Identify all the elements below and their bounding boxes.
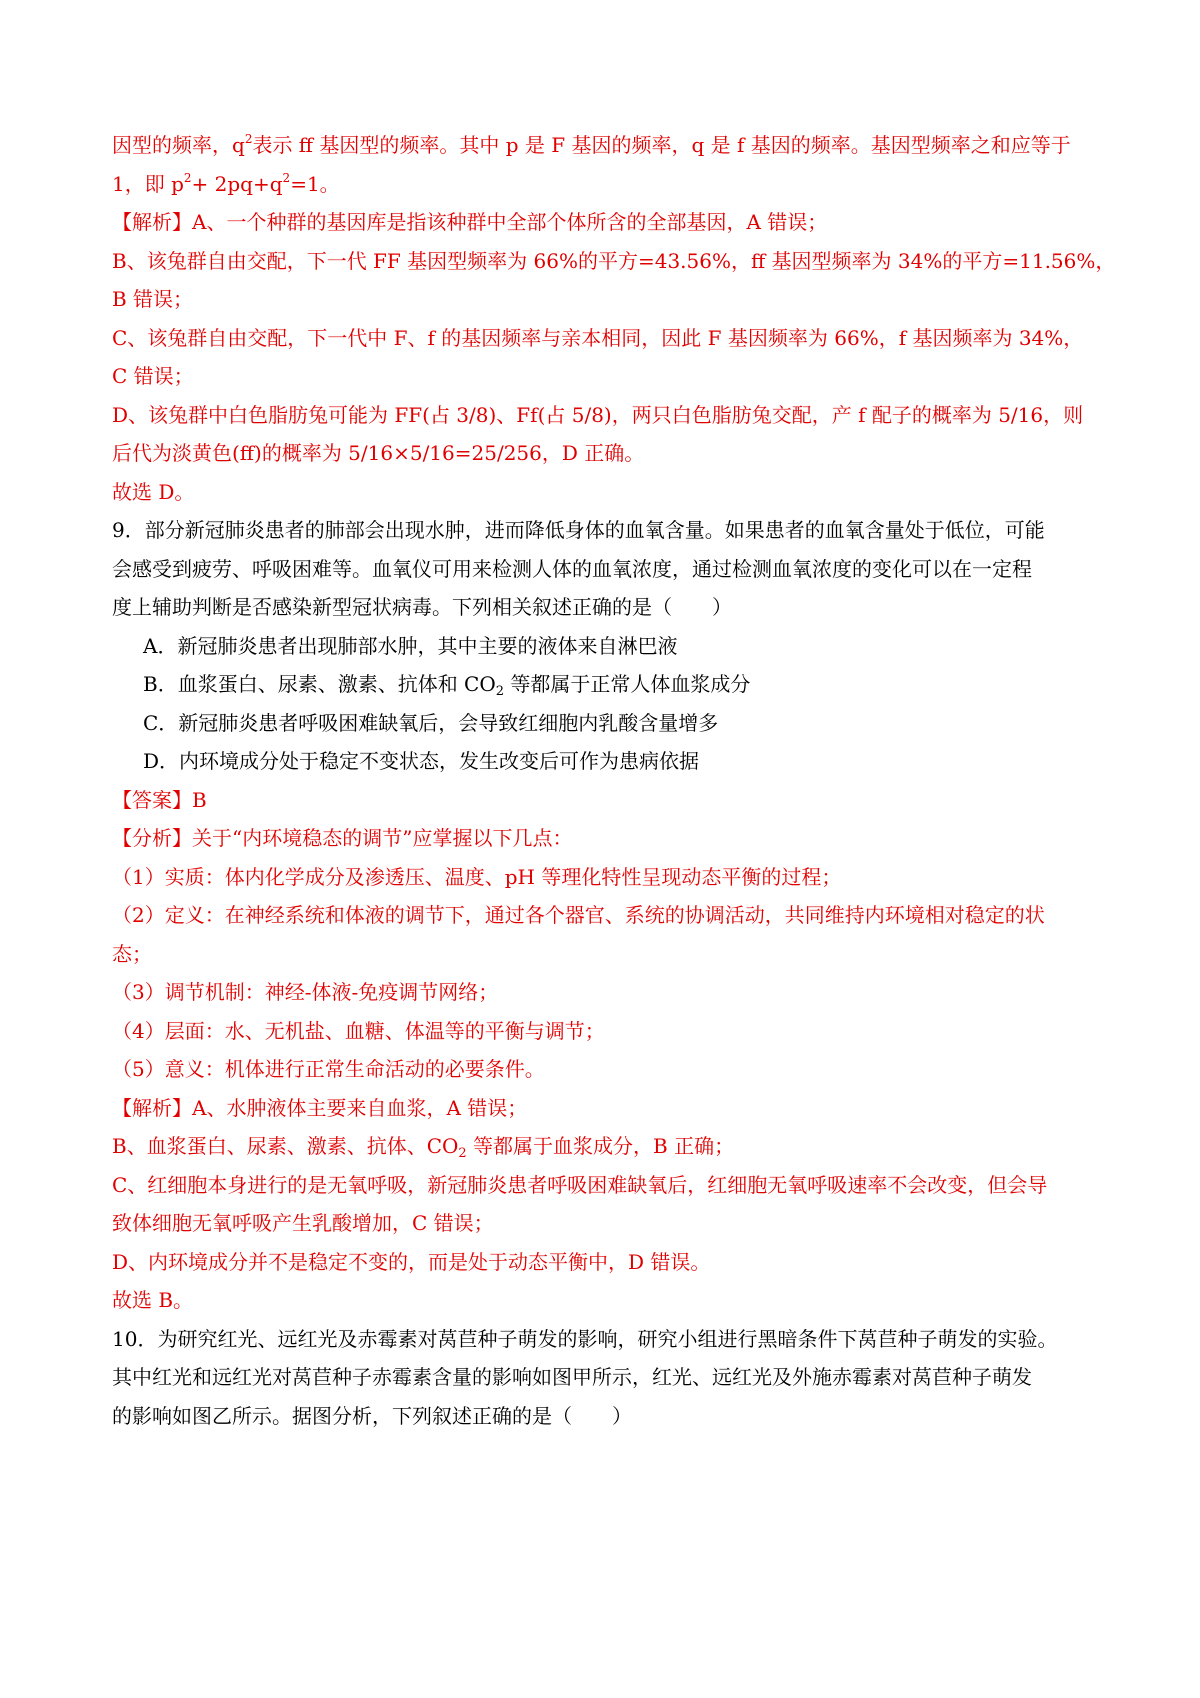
q9-answer: 【答案】B	[112, 788, 207, 812]
q9-point-4: （4）层面：水、无机盐、血糖、体温等的平衡与调节；	[112, 1019, 605, 1043]
q9-stem-line-1: 9．部分新冠肺炎患者的肺部会出现水肿，进而降低身体的血氧含量。如果患者的血氧含量处于低位，可能	[112, 518, 1045, 542]
q10-stem-line-3: 的影响如图乙所示。据图分析，下列叙述正确的是（ ）	[112, 1404, 632, 1428]
q9-conclusion: 故选 B。	[112, 1288, 194, 1312]
q10-stem-line-1: 10．为研究红光、远红光及赤霉素对莴苣种子萌发的影响，研究小组进行黑暗条件下莴苣种子萌发的实验。	[112, 1327, 1058, 1351]
q8-conclusion: 故选 D。	[112, 480, 195, 504]
q8-explain-c-line-1: C、该兔群自由交配，下一代中 F、f 的基因频率与亲本相同，因此 F 基因频率为 66%，f 基因频率为 34%，	[112, 326, 1084, 350]
q8-explain-c-line-2: C 错误；	[112, 364, 194, 388]
q9-point-1: （1）实质：体内化学成分及渗透压、温度、pH 等理化特性呈现动态平衡的过程；	[112, 865, 842, 889]
q8-formula-line-1: 因型的频率，$q^2$表示 ff 基因型的频率。其中 p 是 F 基因的频率，q 是 f 基因的频率。基因型频率之和应等于	[112, 132, 1071, 157]
q8-explain-d-line-1: D、该兔群中白色脂肪兔可能为 FF(占 3/8)、Ff(占 5/8)，两只白色脂肪兔交配，产 f 配子的概率为 5/16，则	[112, 403, 1084, 427]
q8-explain-d-line-2: 后代为淡黄色(ff)的概率为 5/16×5/16=25/256，D 正确。	[112, 441, 645, 465]
q9-option-c: C．新冠肺炎患者呼吸困难缺氧后，会导致红细胞内乳酸含量增多	[143, 711, 719, 735]
q9-option-b: B．血浆蛋白、尿素、激素、抗体和 $CO_2$ 等都属于正常人体血浆成分	[143, 672, 751, 699]
q9-explain-d: D、内环境成分并不是稳定不变的，而是处于动态平衡中，D 错误。	[112, 1250, 711, 1274]
q9-option-a: A．新冠肺炎患者出现肺部水肿，其中主要的液体来自淋巴液	[143, 634, 678, 658]
q9-analysis-title: 【分析】关于“内环境稳态的调节”应掌握以下几点：	[112, 826, 573, 850]
q9-explain-c-line-1: C、红细胞本身进行的是无氧呼吸，新冠肺炎患者呼吸困难缺氧后，红细胞无氧呼吸速率不会改变，但会导	[112, 1173, 1048, 1197]
q9-stem-line-2: 会感受到疲劳、呼吸困难等。血氧仪可用来检测人体的血氧浓度，通过检测血氧浓度的变化可以在一定程	[112, 557, 1032, 581]
q9-explain-c-line-2: 致体细胞无氧呼吸产生乳酸增加，C 错误；	[112, 1211, 494, 1235]
q10-stem-line-2: 其中红光和远红光对莴苣种子赤霉素含量的影响如图甲所示，红光、远红光及外施赤霉素对莴苣种子萌发	[112, 1365, 1032, 1389]
q8-formula-line-2: 1，即 $p^2+ 2pq+q^2=1$。	[112, 171, 340, 196]
q9-point-2-line-2: 态；	[112, 942, 152, 966]
q9-explain-b: B、血浆蛋白、尿素、激素、抗体、$CO_2$ 等都属于血浆成分，B 正确；	[112, 1134, 735, 1161]
q9-point-2-line-1: （2）定义：在神经系统和体液的调节下，通过各个器官、系统的协调活动，共同维持内环境相对稳定的状	[112, 903, 1045, 927]
q9-point-3: （3）调节机制：神经-体液-免疫调节网络；	[112, 980, 499, 1004]
q8-explain-b-line-2: B 错误；	[112, 287, 194, 311]
q9-stem-line-3: 度上辅助判断是否感染新型冠状病毒。下列相关叙述正确的是（ ）	[112, 595, 732, 619]
q8-explain-b-line-1: B、该兔群自由交配，下一代 FF 基因型频率为 66%的平方=43.56%，ff 基因型频率为 34%的平方=11.56%，	[112, 249, 1116, 273]
q9-option-d: D．内环境成分处于稳定不变状态，发生改变后可作为患病依据	[143, 749, 700, 773]
q9-point-5: （5）意义：机体进行正常生命活动的必要条件。	[112, 1057, 545, 1081]
q9-explain-a: 【解析】A、水肿液体主要来自血浆，A 错误；	[112, 1096, 528, 1120]
q8-explain-a: 【解析】A、一个种群的基因库是指该种群中全部个体所含的全部基因，A 错误；	[112, 210, 828, 234]
